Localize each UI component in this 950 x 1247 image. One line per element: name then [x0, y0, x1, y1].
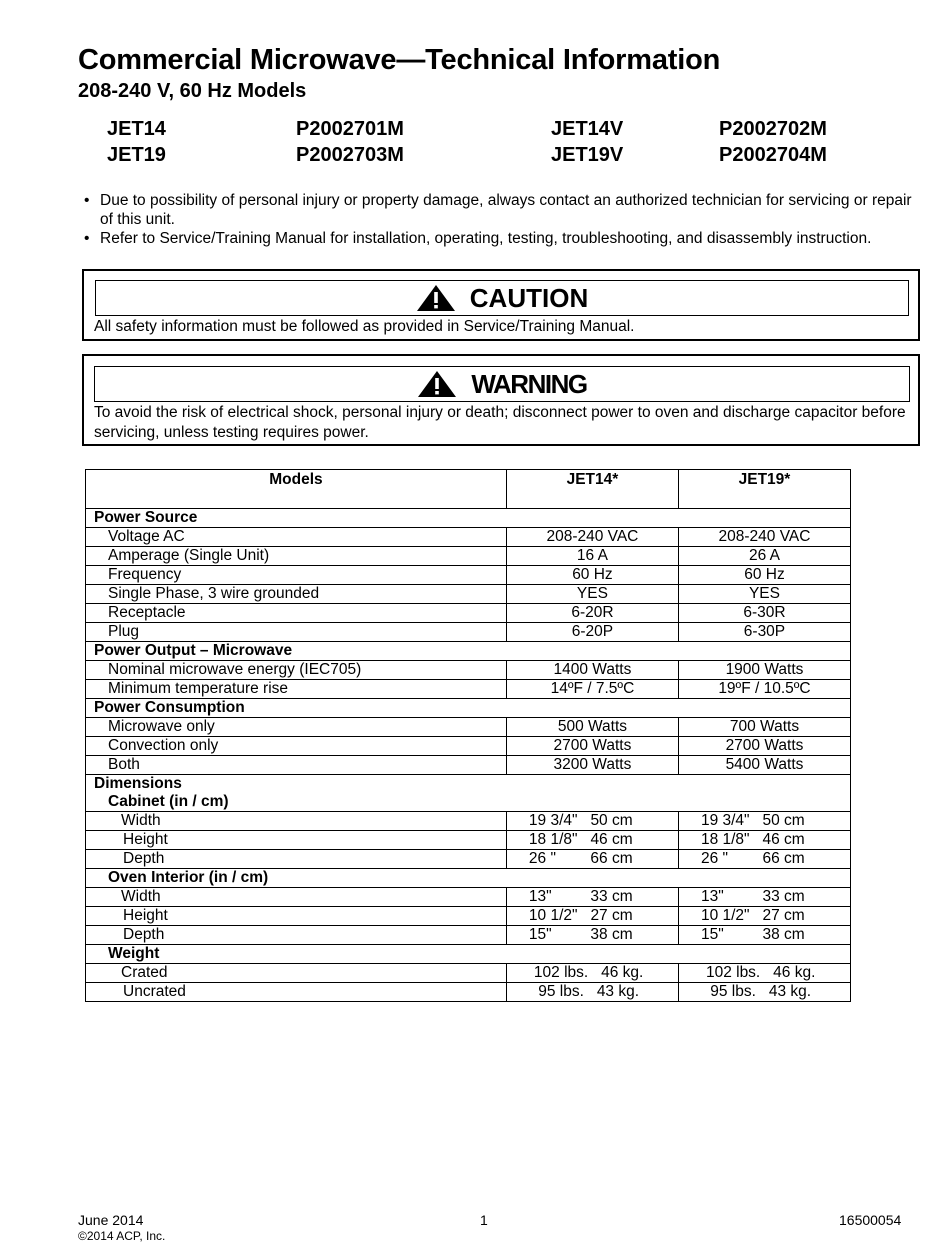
row-label: Height: [86, 831, 507, 850]
warning-triangle-icon: [416, 284, 456, 312]
subsection-label: Cabinet (in / cm): [86, 793, 507, 812]
table-row: [86, 547, 851, 566]
specifications-table: [85, 469, 851, 1002]
table-row: [86, 964, 851, 983]
jet19-value: 1900 Watts: [678, 661, 850, 680]
jet14-value: 3200 Watts: [506, 756, 678, 775]
table-row: [86, 756, 851, 775]
caution-box: [82, 269, 920, 341]
model-name: JET19V: [551, 144, 624, 166]
jet19-value: 102 lbs. 46 kg.: [678, 964, 850, 983]
table-row: [86, 888, 851, 907]
table-row: [86, 528, 851, 547]
row-label: Single Phase, 3 wire grounded: [86, 585, 507, 604]
section-row-dimensions: [86, 775, 851, 794]
model-part-number: P2002704M: [719, 144, 827, 166]
jet19-value: 2700 Watts: [678, 737, 850, 756]
jet14-value: 6-20R: [506, 604, 678, 623]
table-row: [86, 907, 851, 926]
warning-triangle-icon: [417, 370, 457, 398]
section-label: Power Source: [86, 509, 507, 528]
footer-document-number: 16500054: [839, 1212, 902, 1228]
model-part-number: P2002702M: [719, 118, 827, 140]
notice-list: [84, 191, 924, 248]
table-row: [86, 737, 851, 756]
jet14-value: 13" 33 cm: [506, 888, 678, 907]
row-label: Depth: [86, 926, 507, 945]
jet19-value: 60 Hz: [678, 566, 850, 585]
table-row: [86, 604, 851, 623]
subsection-label: Oven Interior (in / cm): [86, 869, 507, 888]
row-label: Width: [86, 812, 507, 831]
footer-copyright: ©2014 ACP, Inc.: [78, 1229, 166, 1243]
row-label: Voltage AC: [86, 528, 507, 547]
row-label: Amperage (Single Unit): [86, 547, 507, 566]
row-label: Microwave only: [86, 718, 507, 737]
row-label: Nominal microwave energy (IEC705): [86, 661, 507, 680]
jet19-value: 10 1/2" 27 cm: [678, 907, 850, 926]
jet14-value: 2700 Watts: [506, 737, 678, 756]
row-label: Frequency: [86, 566, 507, 585]
warning-label: WARNING: [471, 368, 587, 399]
jet14-value: 500 Watts: [506, 718, 678, 737]
jet14-value: YES: [506, 585, 678, 604]
jet19-value: YES: [678, 585, 850, 604]
jet19-value: 5400 Watts: [678, 756, 850, 775]
jet14-value: 19 3/4" 50 cm: [506, 812, 678, 831]
jet14-value: 95 lbs. 43 kg.: [506, 983, 678, 1002]
jet19-value: 6-30P: [678, 623, 850, 642]
jet19-value: 26 " 66 cm: [678, 850, 850, 869]
column-header-jet14: JET14*: [506, 470, 678, 509]
subsection-row-oven-interior: [86, 869, 851, 888]
jet14-value: 60 Hz: [506, 566, 678, 585]
jet14-value: 6-20P: [506, 623, 678, 642]
row-label: Receptacle: [86, 604, 507, 623]
row-label: Minimum temperature rise: [86, 680, 507, 699]
jet19-value: 26 A: [678, 547, 850, 566]
row-label: Plug: [86, 623, 507, 642]
caution-text: All safety information must be followed as provided in Service/Training Manual.: [94, 318, 635, 335]
jet19-value: 15" 38 cm: [678, 926, 850, 945]
table-row: [86, 623, 851, 642]
table-row: [86, 718, 851, 737]
jet19-value: 13" 33 cm: [678, 888, 850, 907]
table-row: [86, 680, 851, 699]
jet19-value: 18 1/8" 46 cm: [678, 831, 850, 850]
table-row: [86, 566, 851, 585]
caution-label: CAUTION: [469, 282, 589, 313]
row-label: Depth: [86, 850, 507, 869]
row-label: Uncrated: [86, 983, 507, 1002]
jet14-value: 18 1/8" 46 cm: [506, 831, 678, 850]
notice-item: • Due to possibility of personal injury or property damage, always contact an authorized technician for servicing or repair of this unit.: [84, 191, 924, 229]
table-row: [86, 661, 851, 680]
jet14-value: 102 lbs. 46 kg.: [506, 964, 678, 983]
jet14-value: 208-240 VAC: [506, 528, 678, 547]
warning-text: To avoid the risk of electrical shock, personal injury or death; disconnect power to oven and discharge capacitor before servicing, unless testing requires power.: [94, 404, 906, 441]
section-row-power-output: [86, 642, 851, 661]
section-row-power-source: [86, 509, 851, 528]
jet19-value: 6-30R: [678, 604, 850, 623]
row-label: Convection only: [86, 737, 507, 756]
warning-banner: [94, 366, 910, 402]
column-header-models: Models: [86, 470, 507, 509]
row-label: Width: [86, 888, 507, 907]
model-part-number: P2002703M: [296, 144, 404, 166]
jet14-value: 14ºF / 7.5ºC: [506, 680, 678, 699]
jet19-value: 95 lbs. 43 kg.: [678, 983, 850, 1002]
section-row-power-consumption: [86, 699, 851, 718]
section-label: Power Consumption: [86, 699, 507, 718]
row-label: Both: [86, 756, 507, 775]
subsection-label: Weight: [86, 945, 507, 964]
model-part-number: P2002701M: [296, 118, 404, 140]
column-header-jet19: JET19*: [678, 470, 850, 509]
jet14-value: 16 A: [506, 547, 678, 566]
jet19-value: 700 Watts: [678, 718, 850, 737]
row-label: Crated: [86, 964, 507, 983]
warning-box: [82, 354, 920, 446]
jet19-value: 208-240 VAC: [678, 528, 850, 547]
section-label: Power Output – Microwave: [86, 642, 507, 661]
jet14-value: 26 " 66 cm: [506, 850, 678, 869]
notice-item: • Refer to Service/Training Manual for installation, operating, testing, troubleshooting, and disassembly instruction.: [84, 229, 924, 248]
jet19-value: 19ºF / 10.5ºC: [678, 680, 850, 699]
table-row: [86, 831, 851, 850]
footer-page-number: 1: [480, 1212, 488, 1228]
table-header-row: [86, 470, 851, 509]
page-title: Commercial Microwave—Technical Information: [78, 44, 721, 76]
subsection-row-weight: [86, 945, 851, 964]
jet14-value: 10 1/2" 27 cm: [506, 907, 678, 926]
table-row: [86, 812, 851, 831]
row-label: Height: [86, 907, 507, 926]
jet19-value: 19 3/4" 50 cm: [678, 812, 850, 831]
jet14-value: 1400 Watts: [506, 661, 678, 680]
model-name: JET14V: [551, 118, 624, 140]
page-subtitle: 208-240 V, 60 Hz Models: [78, 80, 307, 102]
table-row: [86, 926, 851, 945]
table-row: [86, 983, 851, 1002]
table-row: [86, 850, 851, 869]
model-name: JET19: [107, 144, 166, 166]
footer-date: June 2014: [78, 1212, 144, 1228]
caution-banner: [95, 280, 909, 316]
model-name: JET14: [107, 118, 166, 140]
jet14-value: 15" 38 cm: [506, 926, 678, 945]
subsection-row-cabinet: [86, 793, 851, 812]
table-row: [86, 585, 851, 604]
section-label: Dimensions: [86, 775, 507, 794]
